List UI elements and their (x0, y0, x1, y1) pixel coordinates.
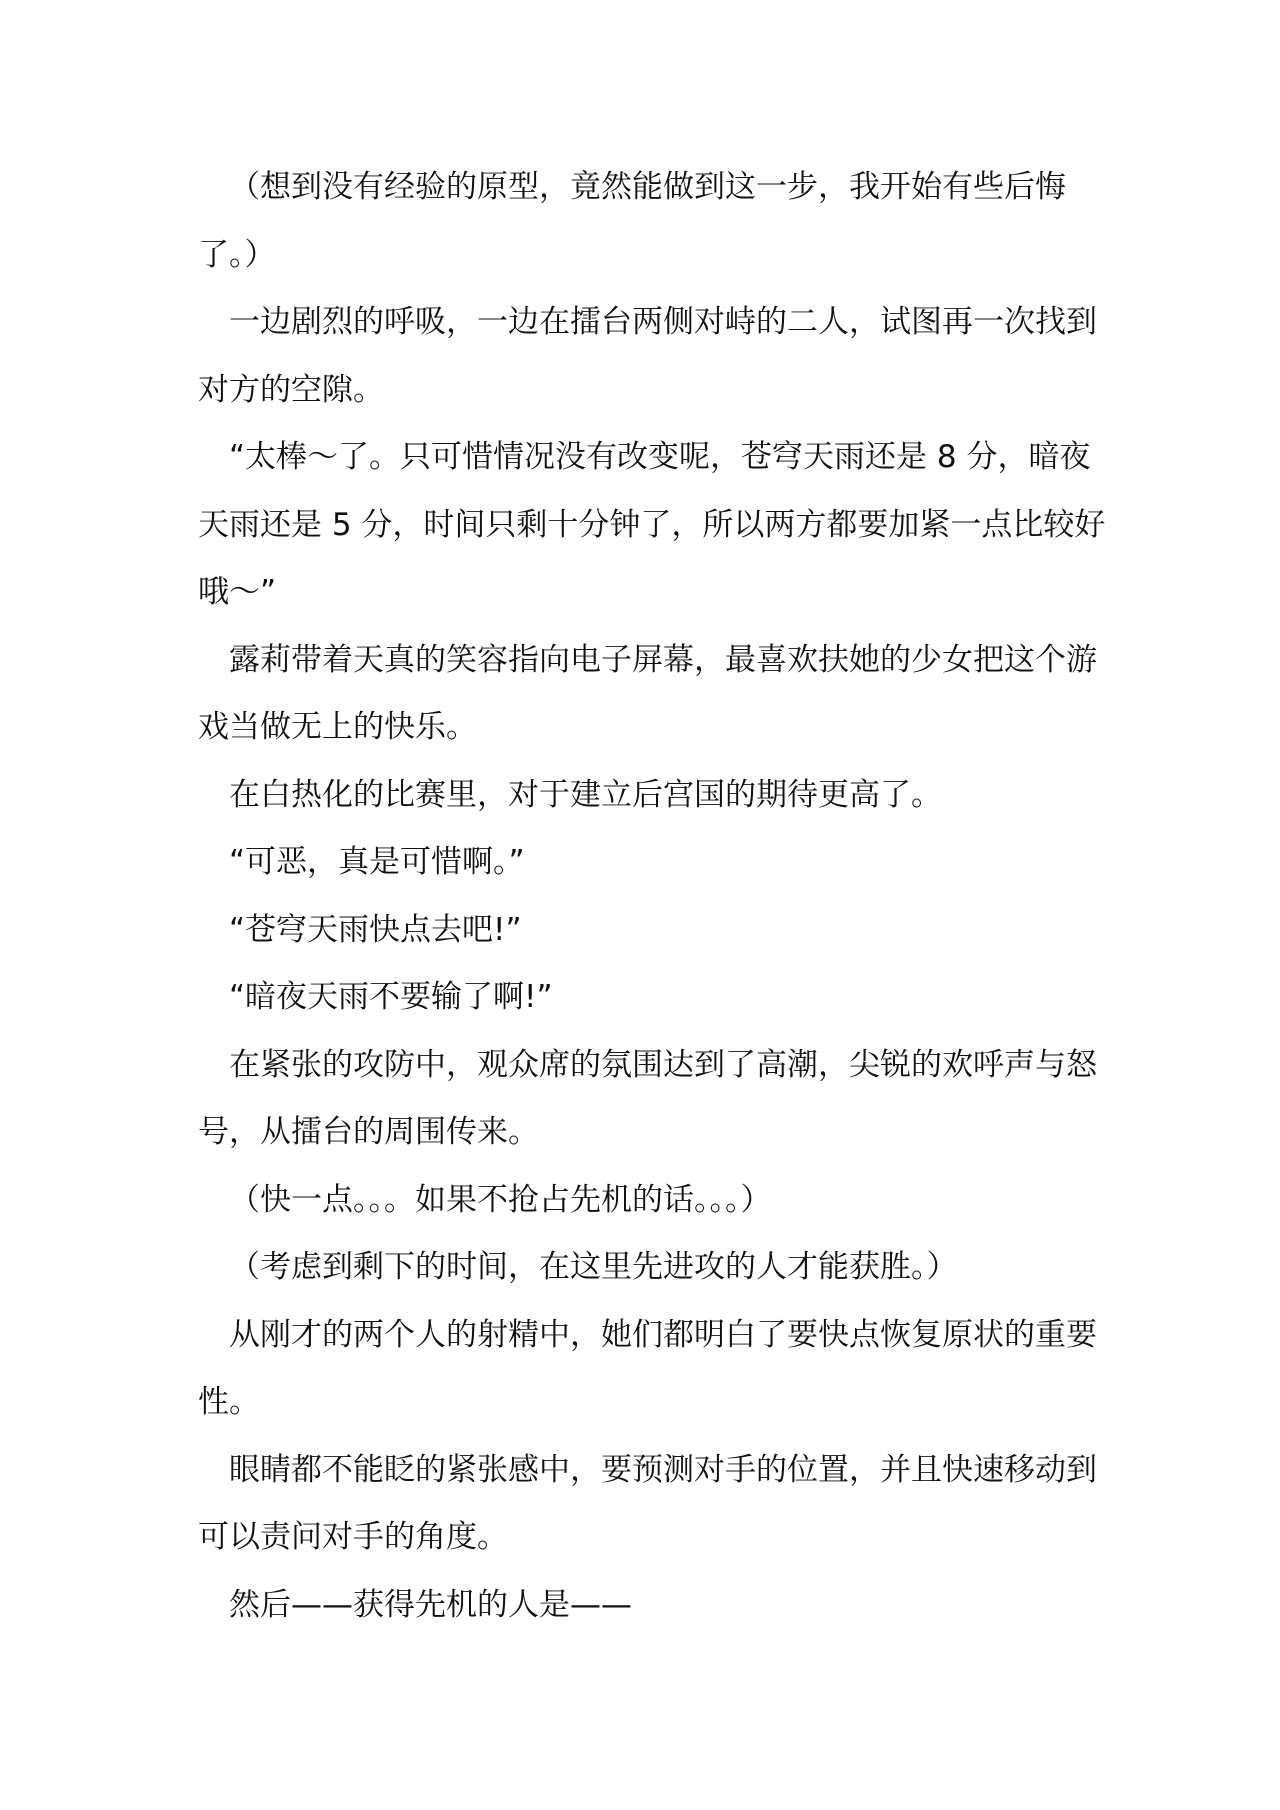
text-line: （想到没有经验的原型，竟然能做到这一步，我开始有些后悔 (229, 169, 1066, 205)
paragraph (198, 1032, 1097, 1167)
text-line: 性。 (198, 1384, 260, 1420)
paragraph (198, 964, 1078, 1032)
paragraph (198, 154, 1078, 289)
text-line: （考虑到剩下的时间，在这里先进攻的人才能获胜。） (229, 1249, 958, 1285)
text-line: 哦～” (198, 574, 277, 610)
paragraph (198, 762, 1078, 830)
paragraph (198, 627, 1097, 762)
text-line: 号，从擂台的周围传来。 (198, 1114, 539, 1150)
text-line: 在紧张的攻防中，观众席的氛围达到了高潮，尖锐的欢呼声与怒 (229, 1046, 1097, 1083)
text-line: “可恶，真是可惜啊。” (229, 844, 525, 880)
paragraph (198, 897, 1078, 965)
paragraph (198, 424, 1106, 627)
text-line: 天雨还是 5 分，时间只剩十分钟了，所以两方都要加紧一点比较好 (198, 506, 1106, 543)
paragraph (198, 1302, 1097, 1437)
text-line: “太棒～了。只可惜情况没有改变呢，苍穹天雨还是 8 分，暗夜 (229, 439, 1091, 475)
paragraph (198, 1234, 1078, 1302)
text-line: 眼睛都不能眨的紧张感中，要预测对手的位置，并且快速移动到 (229, 1451, 1097, 1488)
text-line: 一边剧烈的呼吸，一边在擂台两侧对峙的二人，试图再一次找到 (229, 304, 1097, 340)
paragraph (198, 1437, 1097, 1572)
text-line: 从刚才的两个人的射精中，她们都明白了要快点恢复原状的重要 (229, 1316, 1097, 1353)
paragraph (198, 289, 1097, 424)
text-line: “暗夜天雨不要输了啊!” (229, 979, 553, 1015)
paragraph (198, 829, 1078, 897)
text-line: 露莉带着天真的笑容指向电子屏幕，最喜欢扶她的少女把这个游 (229, 641, 1097, 678)
paragraph (198, 1167, 1078, 1235)
paragraph (198, 1572, 1078, 1640)
text-line: （快一点。。。如果不抢占先机的话。。。） (229, 1181, 772, 1218)
text-line: 对方的空隙。 (198, 371, 384, 408)
document-page (198, 154, 1106, 1639)
text-line: 戏当做无上的快乐。 (198, 709, 477, 745)
text-line: 可以责问对手的角度。 (198, 1519, 508, 1555)
text-line: 然后——获得先机的人是—— (229, 1586, 632, 1623)
text-line: 在白热化的比赛里，对于建立后宫国的期待更高了。 (229, 776, 942, 813)
text-line: “苍穹天雨快点去吧!” (229, 911, 522, 948)
text-line: 了。） (198, 236, 276, 273)
